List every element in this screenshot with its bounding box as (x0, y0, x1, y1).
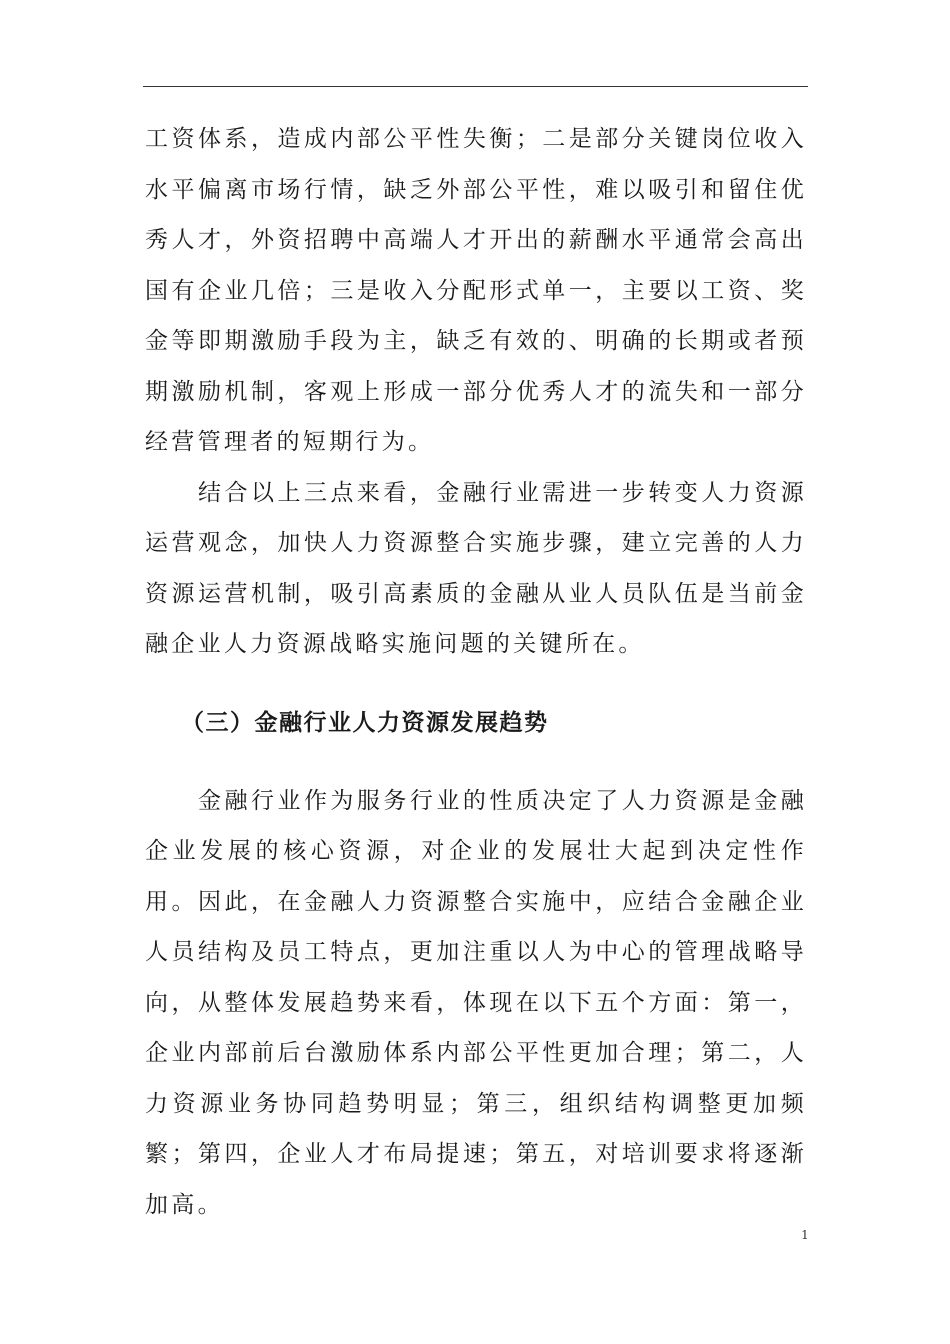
page-number: 1 (801, 1228, 809, 1242)
paragraph-continued: 工资体系，造成内部公平性失衡；二是部分关键岗位收入水平偏离市场行情，缺乏外部公平性，难以吸引和留住优秀人才，外资招聘中高端人才开出的薪酬水平通常会高出国有企业几倍；三是收入分配形式单一，主要以工资、奖金等即期激励手段为主，缺乏有效的、明确的长期或者预期激励机制，客观上形成一部分优秀人才的流失和一部分经营管理者的短期行为。 (145, 126, 807, 455)
paragraph-summary: 结合以上三点来看，金融行业需进一步转变人力资源运营观念，加快人力资源整合实施步骤，建立完善的人力资源运营机制，吸引高素质的金融从业人员队伍是当前金融企业人力资源战略实施问题的关键所在。 (145, 479, 807, 657)
header-rule (143, 86, 808, 87)
page-body (145, 114, 807, 1230)
paragraph-trends: 金融行业作为服务行业的性质决定了人力资源是金融企业发展的核心资源，对企业的发展壮大起到决定性作用。因此，在金融人力资源整合实施中，应结合金融企业人员结构及员工特点，更加注重以人为中心的管理战略导向，从整体发展趋势来看，体现在以下五个方面：第一，企业内部前后台激励体系内部公平性更加合理；第二，人力资源业务协同趋势明显；第三，组织结构调整更加频繁；第四，企业人才布局提速；第五，对培训要求将逐渐加高。 (145, 787, 807, 1218)
section-heading: （三）金融行业人力资源发展趋势 (181, 709, 549, 736)
